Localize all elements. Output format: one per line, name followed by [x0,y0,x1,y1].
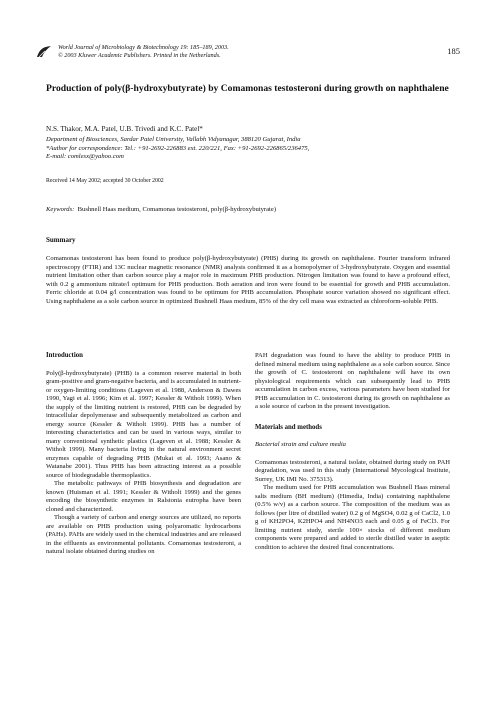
publisher-logo-icon [36,45,52,59]
correspondence: *Author for correspondence: Tel.: +91-2692-226883 ext. 220/221, Fax: +91-2692-226865/236475, [46,144,310,152]
email: E-mail: comlesx@yahoo.com [46,153,124,161]
keywords-label: Keywords: [46,206,75,213]
page-number: 185 [447,46,460,56]
journal-line-1: World Journal of Microbiology & Biotechnology 19: 185–189, 2003. [58,44,229,51]
intro-paragraph-1: Poly(β-hydroxybutyrate) (PHB) is a common reserve material in both gram-positive and gram-negative bacteria, and is accumulated in nutrient- or oxygen-limiting conditions (Lageven et al. 1988, Anderson & Dawes 1990, Yagi et al. 1996; Kim et al. 1997; Kessler & Witholt 1999). When the supply of the limiting nutrient is restored, PHB can be degraded by intracellular depolymerase and subsequently metabolized as carbon and energy source (Kessler & Witholt 1999). PHB has a number of interesting characteristics and can be used in various ways, similar to many conventional synthetic plastics (Lageven et al. 1988; Kessler & Witholt 1999). Many bacteria living in the natural environment secret enzymes capable of degrading PHB (Mukai et al. 1993; Asano & Watanabe 2001). Thus PHB has been attracting interest as a possible source of biodegradable thermoplastics. [46,369,241,479]
methods-heading: Materials and methods [255,423,322,431]
summary-text: Comamonas testosteroni has been found to produce poly(β-hydroxybutyrate) (PHB) during its growth on naphthalene. Fourier transform infrared spectroscopy (FTIR) and 13C nuclear magnetic resonance (NMR) analysis confirmed it as a homopolymer of 3-hydroxybutyrate. Oxygen and essential nutrient limitation other than carbon source play a major role in maximum PHB production. Nitrogen limitation was found to have a profound effect, with 0.2 g ammonium nitrate/l optimum for PHB production. Both aeration and iron were found to be essential for growth and PHB accumulation. Ferric chloride at 0.04 g/l concentration was found to be optimum for PHB accumulation. Phosphate source variation showed no significant effect. Using naphthalene as a sole carbon source in optimized Bushnell Haas medium, 85% of the dry cell mass was extracted as chloroform-soluble PHB. [46,255,450,305]
left-column [46,352,241,557]
keywords-line [46,206,276,213]
summary-heading: Summary [46,236,76,244]
received-dates: Received 14 May 2002; accepted 30 October 2002 [46,178,164,184]
right-column [255,352,450,552]
introduction-heading: Introduction [46,352,83,359]
methods-paragraph-2: The medium used for PHB accumulation was Bushnell Haas mineral salts medium (BH medium) (Himedia, India) containing naphthalene (0.5% w/v) as a carbon source. The composition of the medium was as follows (per litre of distilled water) 0.2 g of MgSO4, 0.02 g of CaCl2, 1.0 g of KH2PO4, K2HPO4 and NH4NO3 each and 0.05 g of FeCl3. For limiting nutrient study, sterile 100× stocks of different medium components were prepared and added to sterile distilled water in aseptic condition to achieve the desired final concentrations. [255,484,450,551]
affiliation: Department of Biosciences, Sardar Patel University, Vallabh Vidyanagar, 388120 Gujarat, India [46,136,301,143]
journal-header [36,44,460,66]
journal-line-2: © 2003 Kluwer Academic Publishers. Printed in the Netherlands. [58,52,221,59]
affiliation-block [46,136,456,162]
intro-paragraph-3: Though a variety of carbon and energy sources are utilized, no reports are available on PHB production using polyaromatic hydrocarbons (PAHs). PAHs are widely used in the chemical industries and are released in the effluents as environmental pollutants. Comamonas testosteroni, a natural isolate obtained during studies on [46,514,241,555]
methods-subheading: Bacterial strain and culture media [255,441,346,448]
methods-paragraph-1: Comamonas testosteroni, a natural isolate, obtained during study on PAH degradation, was used in this study (International Mycological Institute, Surrey, UK IMI No. 375313). [255,458,450,483]
journal-citation [58,44,229,60]
intro-paragraph-2: The metabolic pathways of PHB biosynthesis and degradation are known (Huisman et al. 1991; Kessler & Witholt 1999) and the genes encoding the biosynthetic enzymes in Ralstonia eutropha have been cloned and characterized. [46,480,241,513]
keywords-text: Bushnell Haas medium, Comamonas testosteroni, poly(β-hydroxybutyrate) [77,206,277,213]
intro-continuation: PAH degradation was found to have the ability to produce PHB in defined mineral medium using naphthalene as a sole carbon source. Since the growth of C. testosteroni on naphthalene will have its own physiological requirements which can subsequently lead to PHB accumulation in carbon excess, various parameters have been studied for PHB accumulation in C. testosteroni during its growth on naphthalene as a sole source of carbon in the present investigation. [255,352,450,410]
article-title: Production of poly(β-hydroxybutyrate) by Comamonas testosteroni during growth on naphthalene [46,83,449,94]
author-list: N.S. Thakor, M.A. Patel, U.B. Trivedi and K.C. Patel* [46,125,203,133]
